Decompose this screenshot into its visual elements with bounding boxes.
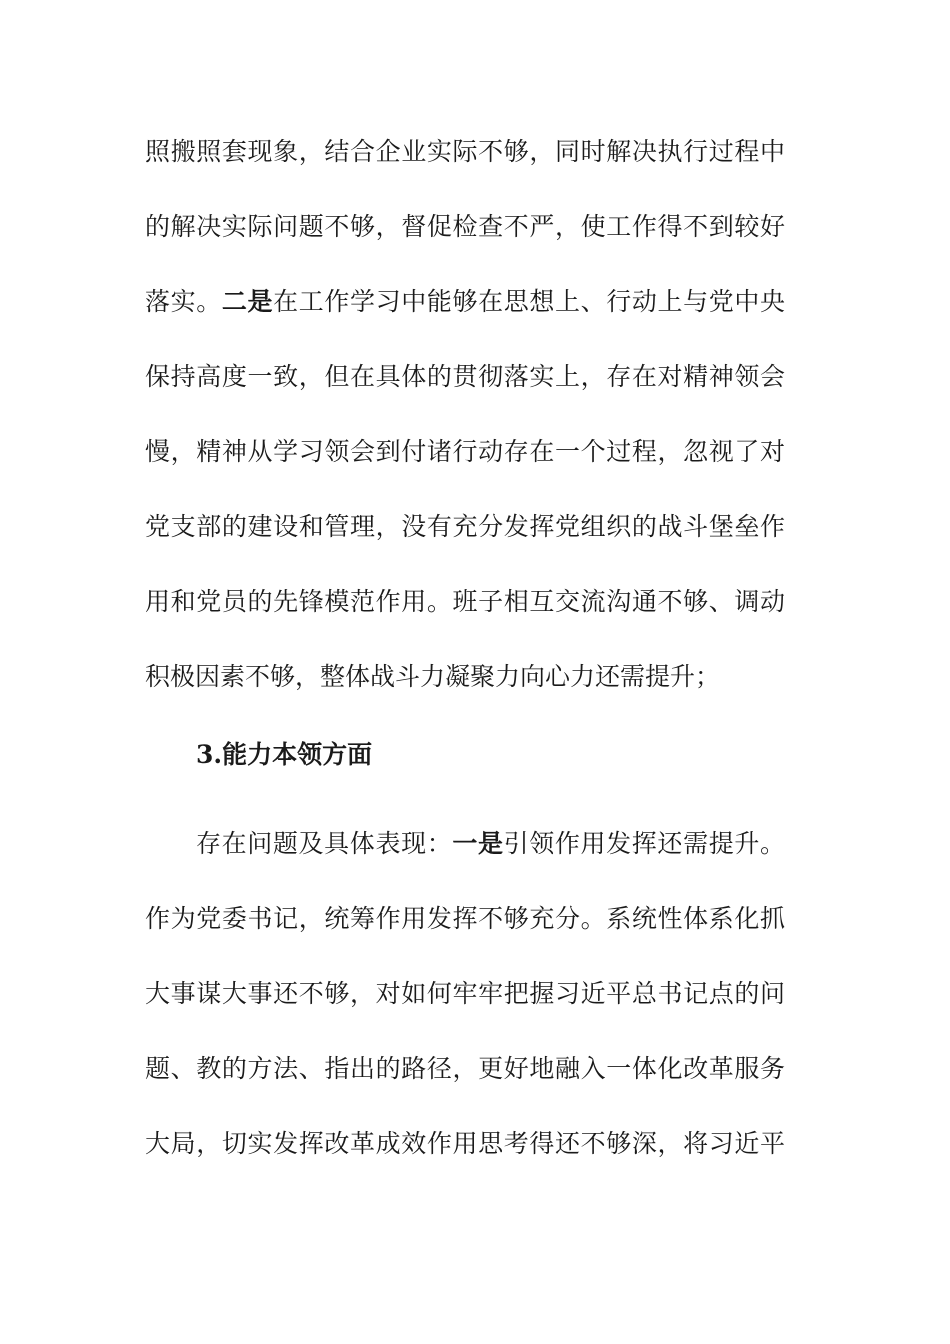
paragraph-line <box>196 827 785 861</box>
paragraph-line: 作为党委书记，统筹作用发挥不够充分。系统性体系化抓 <box>145 904 785 933</box>
section-heading: 3.能力本领方面 <box>196 740 373 769</box>
paragraph-line: 慢，精神从学习领会到付诸行动存在一个过程，忽视了对 <box>145 437 785 466</box>
paragraph-line: 照搬照套现象，结合企业实际不够，同时解决执行过程中 <box>145 137 785 166</box>
paragraph-line: 用和党员的先锋模范作用。班子相互交流沟通不够、调动 <box>145 587 785 616</box>
text-segment: 引领作用发挥还需提升。 <box>503 829 785 858</box>
paragraph-line: 大事谋大事还不够，对如何牢牢把握习近平总书记点的问 <box>145 979 785 1008</box>
paragraph-line <box>145 285 785 319</box>
text-segment: 存在问题及具体表现： <box>196 829 453 858</box>
bold-marker: 一是 <box>452 829 504 858</box>
paragraph-line: 保持高度一致，但在具体的贯彻落实上，存在对精神领会 <box>145 362 785 391</box>
text-segment: 在工作学习中能够在思想上、行动上与党中央 <box>273 287 785 316</box>
paragraph-line: 党支部的建设和管理，没有充分发挥党组织的战斗堡垒作 <box>145 512 785 541</box>
text-segment: 落实。 <box>145 287 222 316</box>
bold-marker: 二是 <box>221 287 274 316</box>
paragraph-line: 题、教的方法、指出的路径，更好地融入一体化改革服务 <box>145 1054 785 1083</box>
paragraph-line: 积极因素不够，整体战斗力凝聚力向心力还需提升； <box>145 662 721 691</box>
paragraph-line: 的解决实际问题不够，督促检查不严，使工作得不到较好 <box>145 212 785 241</box>
paragraph-line: 大局，切实发挥改革成效作用思考得还不够深，将习近平 <box>145 1129 785 1158</box>
